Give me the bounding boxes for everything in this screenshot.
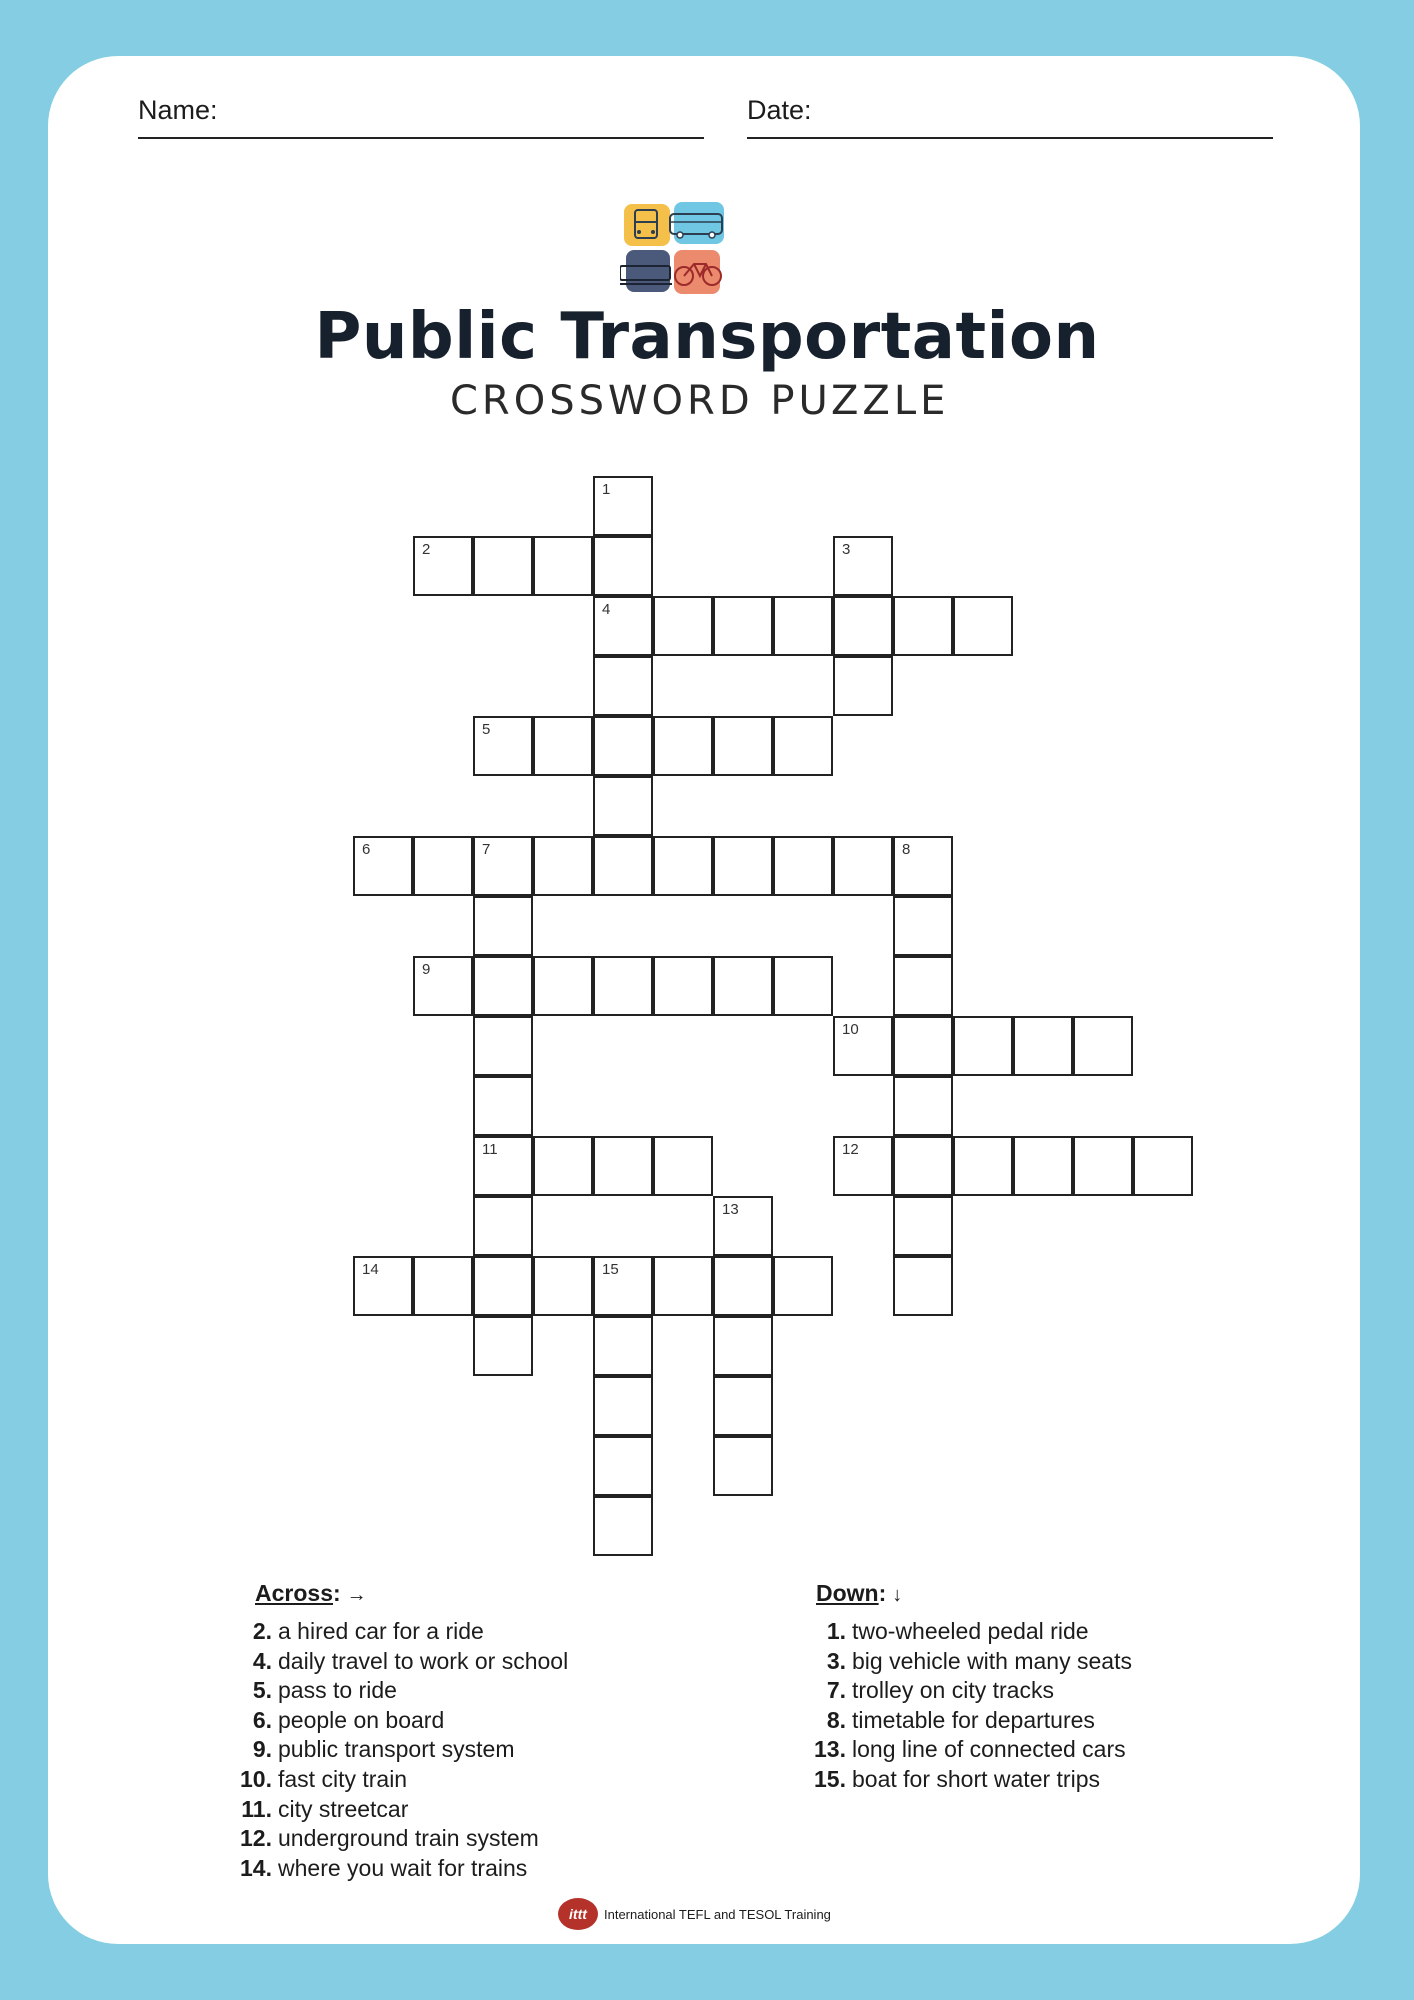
crossword-cell[interactable] — [473, 1316, 533, 1376]
crossword-cell[interactable] — [893, 896, 953, 956]
crossword-cell[interactable] — [713, 1196, 773, 1256]
clue-number: 4 — [602, 601, 611, 618]
crossword-cell[interactable] — [593, 776, 653, 836]
date-field[interactable] — [747, 95, 1273, 139]
crossword-cell[interactable] — [713, 716, 773, 776]
crossword-cell[interactable] — [653, 596, 713, 656]
crossword-cell[interactable] — [533, 1256, 593, 1316]
crossword-cell[interactable] — [413, 836, 473, 896]
crossword-cell[interactable] — [833, 1136, 893, 1196]
clue-number: 7 — [482, 841, 491, 858]
crossword-cell[interactable] — [833, 536, 893, 596]
train-icon — [620, 250, 672, 292]
page-subtitle: CROSSWORD PUZZLE — [450, 378, 950, 424]
down-clue-list — [814, 1617, 1132, 1795]
clue-item: 10. fast city train — [240, 1765, 408, 1792]
crossword-cell[interactable] — [473, 956, 533, 1016]
clue-item: 13. long line of connected cars — [814, 1736, 1126, 1763]
crossword-cell[interactable] — [653, 956, 713, 1016]
clue-number: 2 — [422, 541, 431, 558]
crossword-cell[interactable] — [953, 596, 1013, 656]
crossword-cell[interactable] — [893, 1136, 953, 1196]
crossword-cell[interactable] — [773, 1256, 833, 1316]
crossword-cell[interactable] — [533, 536, 593, 596]
crossword-cell[interactable] — [473, 836, 533, 896]
crossword-cell[interactable] — [713, 1256, 773, 1316]
transport-logo — [620, 200, 730, 300]
crossword-cell[interactable] — [953, 1016, 1013, 1076]
crossword-cell[interactable] — [653, 1136, 713, 1196]
crossword-cell[interactable] — [473, 1016, 533, 1076]
clue-item: 11. city streetcar — [241, 1795, 409, 1822]
crossword-cell[interactable] — [593, 1256, 653, 1316]
bus-front-icon — [624, 204, 670, 246]
crossword-cell[interactable] — [773, 836, 833, 896]
across-label: Across — [255, 1580, 333, 1606]
bicycle-icon — [674, 250, 721, 294]
clue-item: 4. daily travel to work or school — [252, 1647, 569, 1674]
crossword-cell[interactable] — [713, 1436, 773, 1496]
clue-number: 11 — [482, 1141, 498, 1158]
crossword-cell[interactable] — [593, 1436, 653, 1496]
clue-number: 8 — [902, 841, 911, 858]
crossword-cell[interactable] — [773, 956, 833, 1016]
crossword-cell[interactable] — [953, 1136, 1013, 1196]
footer-text: International TEFL and TESOL Training — [604, 1906, 831, 1922]
footer-brand — [558, 1898, 831, 1930]
clue-item: 1. two-wheeled pedal ride — [826, 1618, 1089, 1644]
crossword-cell[interactable] — [353, 1256, 413, 1316]
crossword-cell[interactable] — [473, 1256, 533, 1316]
crossword-cell[interactable] — [593, 656, 653, 716]
clue-number: 3 — [842, 541, 851, 558]
across-clue-list — [240, 1617, 568, 1883]
crossword-cell[interactable] — [473, 1136, 533, 1196]
crossword-cell[interactable] — [593, 1496, 653, 1556]
crossword-cell[interactable] — [593, 716, 653, 776]
crossword-cell[interactable] — [593, 1136, 653, 1196]
crossword-cell[interactable] — [893, 1256, 953, 1316]
crossword-cell[interactable] — [533, 1136, 593, 1196]
clue-item: 12. underground train system — [240, 1825, 539, 1852]
across-heading — [255, 1580, 367, 1607]
crossword-cell[interactable] — [593, 536, 653, 596]
crossword-cell[interactable] — [593, 836, 653, 896]
crossword-cell[interactable] — [353, 836, 413, 896]
crossword-cell[interactable] — [593, 476, 653, 536]
clue-number: 5 — [482, 721, 491, 738]
ittt-logo: ittt — [558, 1898, 598, 1930]
across-colon: : — [332, 1580, 341, 1606]
crossword-cell[interactable] — [473, 1196, 533, 1256]
clue-item: 9. public transport system — [252, 1736, 515, 1763]
crossword-cell[interactable] — [1073, 1136, 1133, 1196]
crossword-cell[interactable] — [773, 716, 833, 776]
crossword-cell[interactable] — [473, 896, 533, 956]
down-arrow-icon: ↓ — [892, 1584, 903, 1606]
crossword-cell[interactable] — [713, 836, 773, 896]
crossword-cell[interactable] — [893, 1016, 953, 1076]
crossword-cell[interactable] — [893, 1076, 953, 1136]
crossword-cell[interactable] — [893, 596, 953, 656]
name-field[interactable] — [138, 95, 704, 139]
crossword-cell[interactable] — [473, 1076, 533, 1136]
crossword-cell[interactable] — [413, 956, 473, 1016]
crossword-cell[interactable] — [533, 836, 593, 896]
clue-item: 6. people on board — [252, 1706, 445, 1733]
down-colon: : — [878, 1580, 887, 1606]
clue-number: 6 — [362, 841, 371, 858]
right-arrow-icon: → — [346, 1584, 367, 1606]
crossword-cell[interactable] — [473, 716, 533, 776]
crossword-cell[interactable] — [593, 1316, 653, 1376]
clue-number: 1 — [602, 481, 611, 498]
crossword-cell[interactable] — [833, 1016, 893, 1076]
clue-number: 14 — [362, 1261, 379, 1278]
clue-item: 2. a hired car for a ride — [252, 1618, 484, 1644]
crossword-cell[interactable] — [413, 536, 473, 596]
crossword-cell[interactable] — [713, 596, 773, 656]
down-label: Down — [816, 1580, 879, 1606]
clue-number: 12 — [842, 1141, 859, 1158]
crossword-cell[interactable] — [533, 716, 593, 776]
name-label: Name: — [138, 95, 218, 125]
crossword-cell[interactable] — [1013, 1136, 1073, 1196]
clue-number: 9 — [422, 961, 431, 978]
clue-item: 15. boat for short water trips — [814, 1765, 1100, 1792]
clue-item: 7. trolley on city tracks — [826, 1677, 1054, 1704]
clue-number: 10 — [842, 1021, 859, 1038]
date-label: Date: — [747, 95, 812, 125]
crossword-cell[interactable] — [653, 716, 713, 776]
crossword-cell[interactable] — [833, 656, 893, 716]
crossword-cell[interactable] — [773, 596, 833, 656]
crossword-cell[interactable] — [413, 1256, 473, 1316]
clue-item: 3. big vehicle with many seats — [826, 1647, 1132, 1674]
crossword-cell[interactable] — [713, 956, 773, 1016]
crossword-cell[interactable] — [1013, 1016, 1073, 1076]
clue-item: 14. where you wait for trains — [240, 1854, 528, 1881]
crossword-cell[interactable] — [653, 836, 713, 896]
crossword-cell[interactable] — [533, 956, 593, 1016]
crossword-cell[interactable] — [653, 1256, 713, 1316]
crossword-cell[interactable] — [713, 1316, 773, 1376]
crossword-cell[interactable] — [833, 836, 893, 896]
crossword-cell[interactable] — [1133, 1136, 1193, 1196]
bus-side-icon — [670, 202, 724, 244]
crossword-cell[interactable] — [473, 536, 533, 596]
crossword-cell[interactable] — [893, 1196, 953, 1256]
crossword-cell[interactable] — [1073, 1016, 1133, 1076]
crossword-cell[interactable] — [893, 956, 953, 1016]
crossword-cell[interactable] — [593, 596, 653, 656]
down-heading — [816, 1580, 902, 1607]
clue-item: 5. pass to ride — [252, 1677, 397, 1704]
page-title: Public Transportation — [314, 300, 1100, 374]
crossword-cell[interactable] — [593, 1376, 653, 1436]
crossword-cell[interactable] — [833, 596, 893, 656]
crossword-cell[interactable] — [893, 836, 953, 896]
clue-number: 15 — [602, 1261, 619, 1278]
crossword-cell[interactable] — [593, 956, 653, 1016]
clue-item: 8. timetable for departures — [826, 1706, 1095, 1733]
crossword-cell[interactable] — [713, 1376, 773, 1436]
clue-number: 13 — [722, 1201, 739, 1218]
